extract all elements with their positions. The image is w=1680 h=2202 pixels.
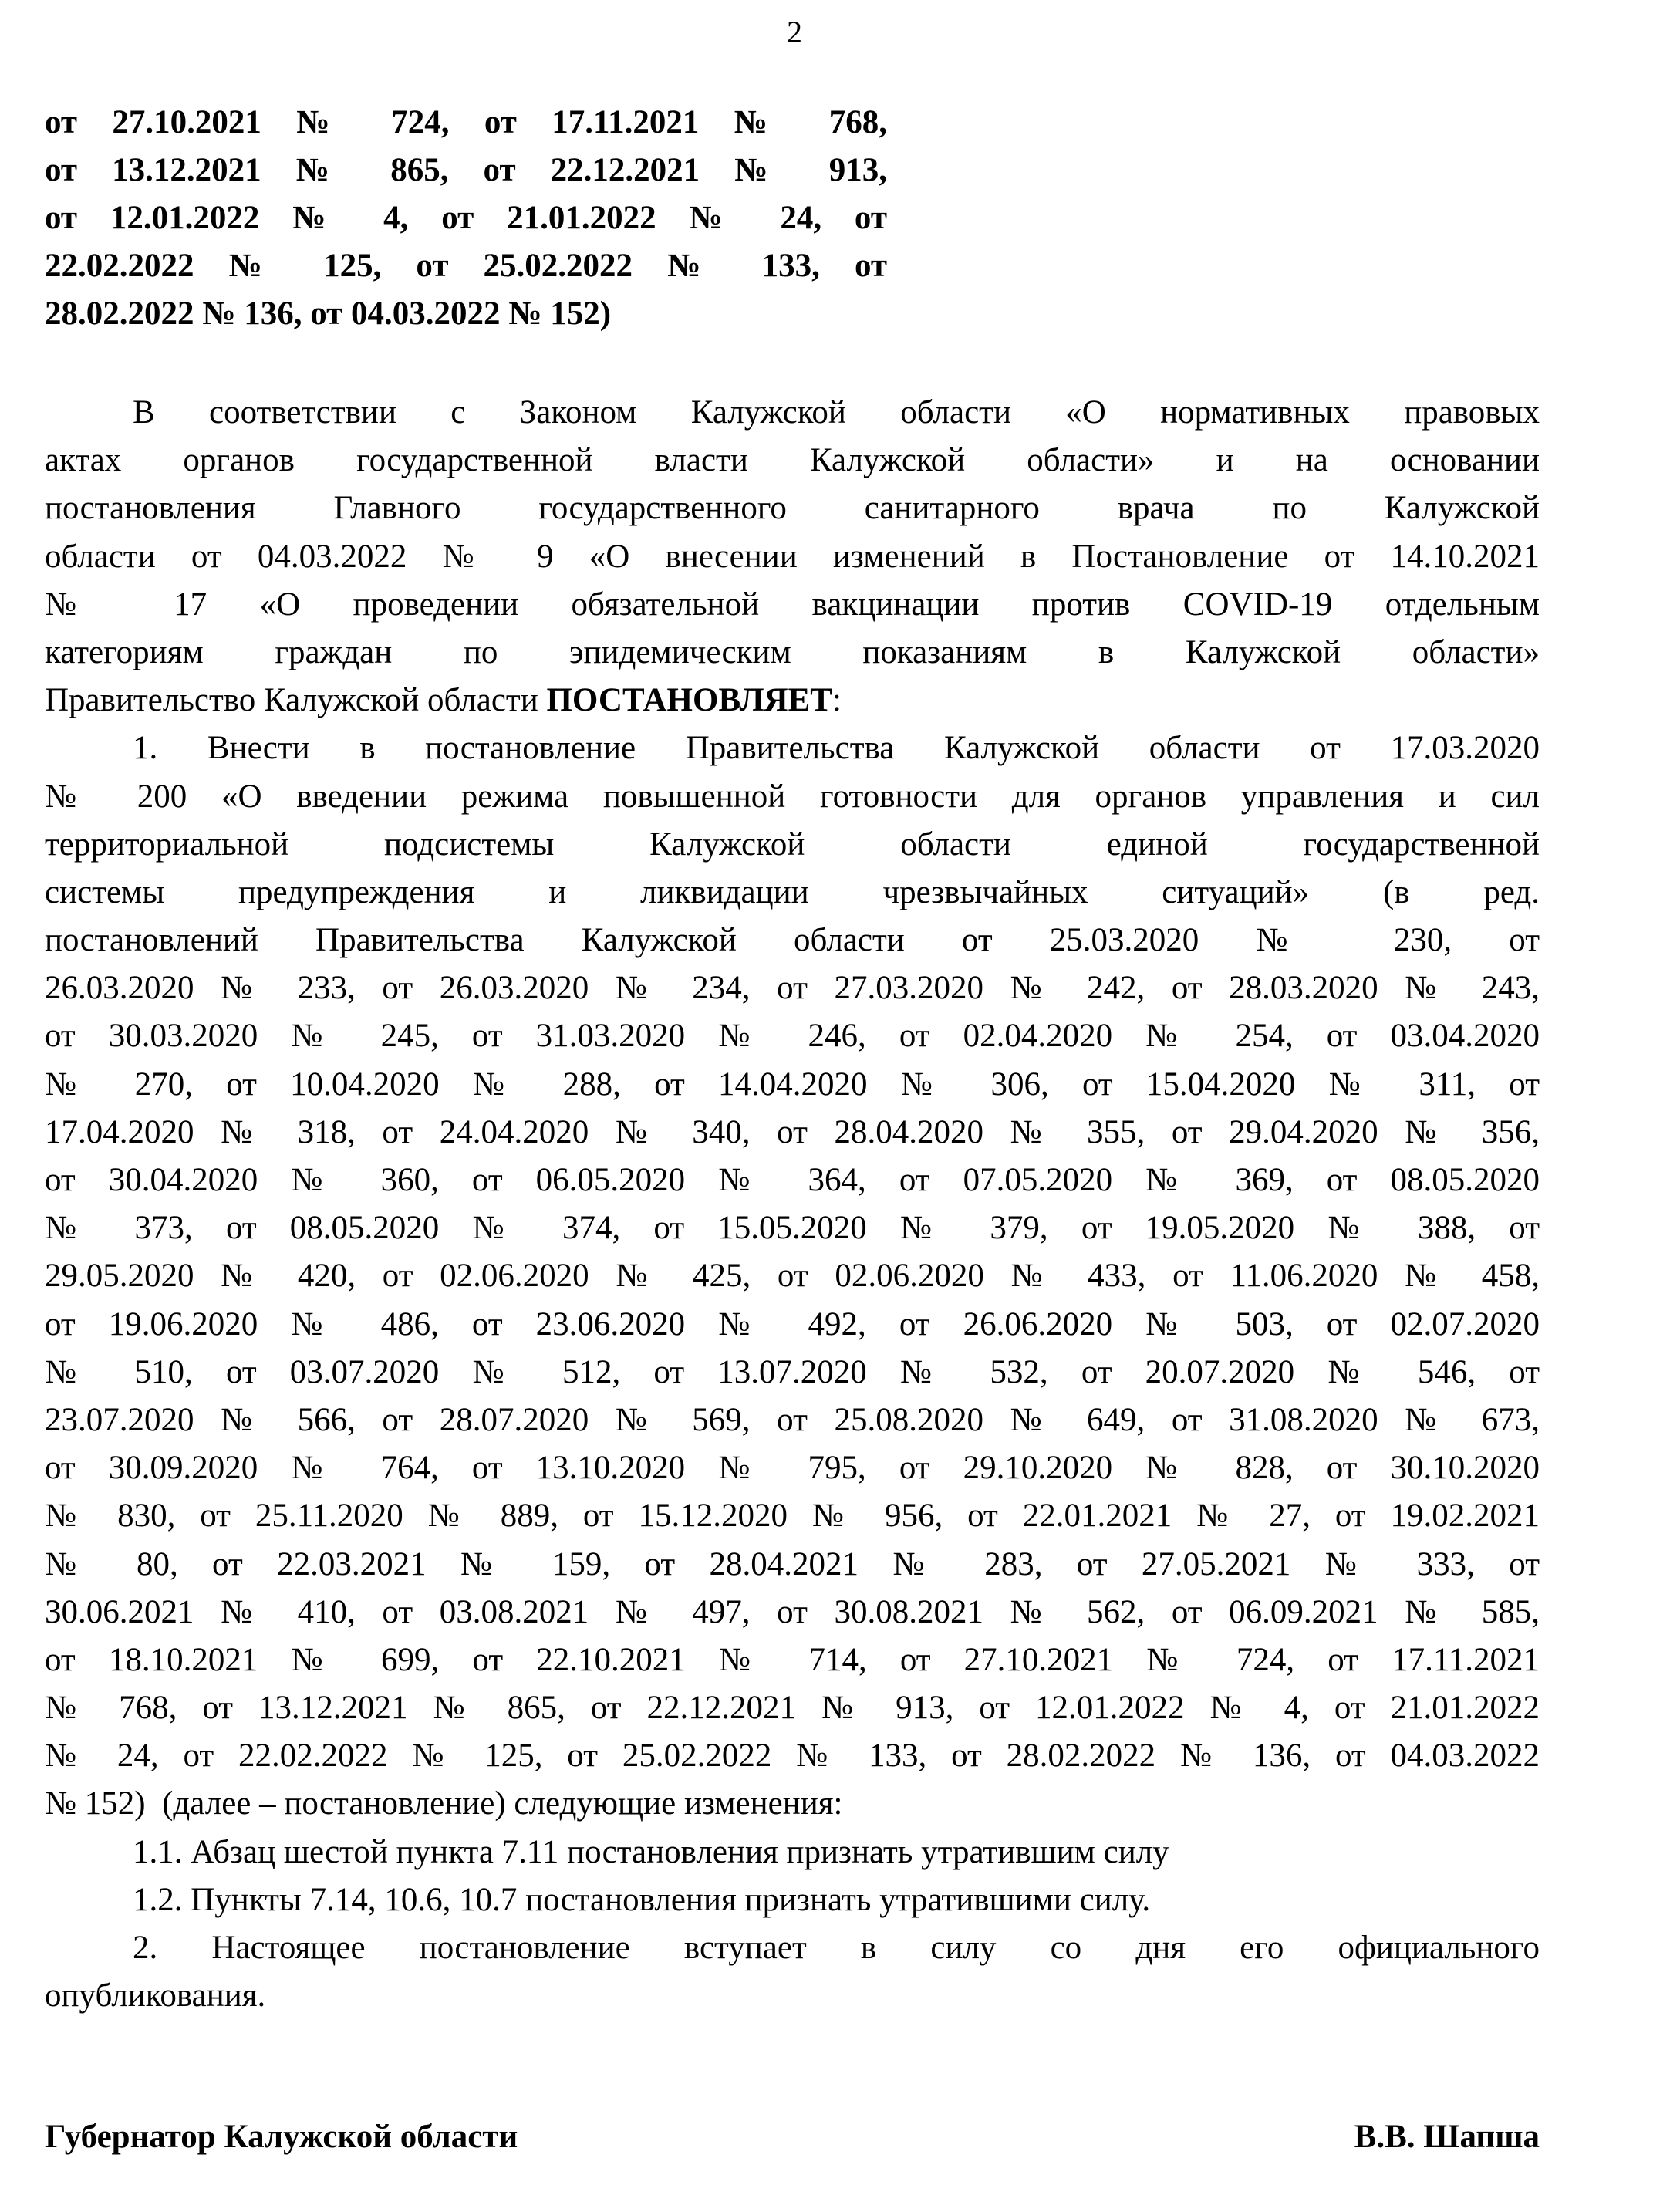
item-1-line: от 18.10.2021 № 699, от 22.10.2021 № 714, от 27.10.2021 № 724, от 17.11.2021: [45, 1641, 1540, 1678]
resolves-word: ПОСТАНОВЛЯЕТ: [546, 682, 832, 719]
item-1-line: № 270, от 10.04.2020 № 288, от 14.04.2020 № 306, от 15.04.2020 № 311, от: [45, 1066, 1540, 1103]
preamble-paragraph: [45, 389, 1540, 724]
item-2-last-line: опубликования.: [45, 1977, 266, 2015]
signatory-position: Губернатор Калужской области: [45, 2119, 518, 2155]
preamble-last-suffix: :: [832, 682, 842, 719]
header-line: от 12.01.2022 № 4, от 21.01.2022 № 24, от: [45, 200, 887, 236]
item-1-line: 23.07.2020 № 566, от 28.07.2020 № 569, от 25.08.2020 № 649, от 31.08.2020 № 673,: [45, 1401, 1540, 1438]
item-1-line: системы предупреждения и ликвидации чрезвычайных ситуаций» (в ред.: [45, 873, 1540, 910]
item-1-line: от 30.09.2020 № 764, от 13.10.2020 № 795, от 29.10.2020 № 828, от 30.10.2020: [45, 1450, 1540, 1487]
item-1-line: от 30.03.2020 № 245, от 31.03.2020 № 246, от 02.04.2020 № 254, от 03.04.2020: [45, 1018, 1540, 1055]
preamble-line: актах органов государственной власти Калужской области» и на основании: [45, 442, 1540, 479]
amendments-header: [45, 99, 887, 338]
preamble-line: категориям граждан по эпидемическим показаниям в Калужской области»: [45, 633, 1540, 670]
item-1-line: № 373, от 08.05.2020 № 374, от 15.05.2020 № 379, от 19.05.2020 № 388, от: [45, 1210, 1540, 1247]
header-line: от 27.10.2021 № 724, от 17.11.2021 № 768,: [45, 104, 887, 140]
item-1-line: 30.06.2021 № 410, от 03.08.2021 № 497, от 30.08.2021 № 562, от 06.09.2021 № 585,: [45, 1593, 1540, 1630]
signatory-name: В.В. Шапша: [1354, 2119, 1540, 2155]
preamble-line: постановления Главного государственного санитарного врача по Калужской: [45, 490, 1540, 527]
item-1-line: № 768, от 13.12.2021 № 865, от 22.12.2021 № 913, от 12.01.2022 № 4, от 21.01.2022: [45, 1690, 1540, 1727]
item-1-line: от 30.04.2020 № 360, от 06.05.2020 № 364, от 07.05.2020 № 369, от 08.05.2020: [45, 1162, 1540, 1198]
signature-block: [45, 2114, 1540, 2160]
preamble-line: № 17 «О проведении обязательной вакцинации против COVID-19 отдельным: [45, 586, 1540, 623]
preamble-line: В соответствии с Законом Калужской области «О нормативных правовых: [133, 394, 1540, 431]
item-1-last-line: № 152) (далее – постановление) следующие изменения:: [45, 1785, 843, 1822]
item-1-line: 17.04.2020 № 318, от 24.04.2020 № 340, от 28.04.2020 № 355, от 29.04.2020 № 356,: [45, 1113, 1540, 1150]
item-1-line: № 80, от 22.03.2021 № 159, от 28.04.2021 № 283, от 27.05.2021 № 333, от: [45, 1545, 1540, 1582]
item-1-line: 29.05.2020 № 420, от 02.06.2020 № 425, от 02.06.2020 № 433, от 11.06.2020 № 458,: [45, 1258, 1540, 1295]
item-1-2: 1.2. Пункты 7.14, 10.6, 10.7 постановления признать утратившими силу.: [133, 1881, 1151, 1918]
item-1-line: от 19.06.2020 № 486, от 23.06.2020 № 492, от 26.06.2020 № 503, от 02.07.2020: [45, 1305, 1540, 1342]
item-1-line: территориальной подсистемы Калужской области единой государственной: [45, 826, 1540, 863]
item-1-line: № 510, от 03.07.2020 № 512, от 13.07.2020 № 532, от 20.07.2020 № 546, от: [45, 1353, 1540, 1390]
item-2-line: 2. Настоящее постановление вступает в силу со дня его официального: [133, 1930, 1540, 1966]
header-line: 28.02.2022 № 136, от 04.03.2022 № 152): [45, 296, 612, 332]
item-1-1: 1.1. Абзац шестой пункта 7.11 постановления признать утратившим силу: [133, 1833, 1169, 1870]
page-number: 2: [787, 15, 802, 49]
preamble-line: области от 04.03.2022 № 9 «О внесении изменений в Постановление от 14.10.2021: [45, 538, 1540, 575]
item-1-line: 1. Внести в постановление Правительства Калужской области от 17.03.2020: [133, 730, 1540, 767]
header-line: от 13.12.2021 № 865, от 22.12.2021 № 913,: [45, 152, 887, 188]
item-1-line: 26.03.2020 № 233, от 26.03.2020 № 234, от 27.03.2020 № 242, от 28.03.2020 № 243,: [45, 970, 1540, 1007]
item-1-line: № 830, от 25.11.2020 № 889, от 15.12.2020 № 956, от 22.01.2021 № 27, от 19.02.2021: [45, 1498, 1540, 1535]
item-1-line: № 200 «О введении режима повышенной готовности для органов управления и сил: [45, 778, 1540, 815]
preamble-last-prefix: Правительство Калужской области: [45, 682, 547, 719]
item-1-line: № 24, от 22.02.2022 № 125, от 25.02.2022 № 133, от 28.02.2022 № 136, от 04.03.2022: [45, 1738, 1540, 1775]
preamble-last-line: [45, 677, 1540, 724]
header-line: 22.02.2022 № 125, от 25.02.2022 № 133, от: [45, 248, 887, 284]
item-1-paragraph: [45, 724, 1540, 1828]
document-body: [45, 389, 1540, 2020]
item-1-line: постановлений Правительства Калужской области от 25.03.2020 № 230, от: [45, 922, 1540, 959]
